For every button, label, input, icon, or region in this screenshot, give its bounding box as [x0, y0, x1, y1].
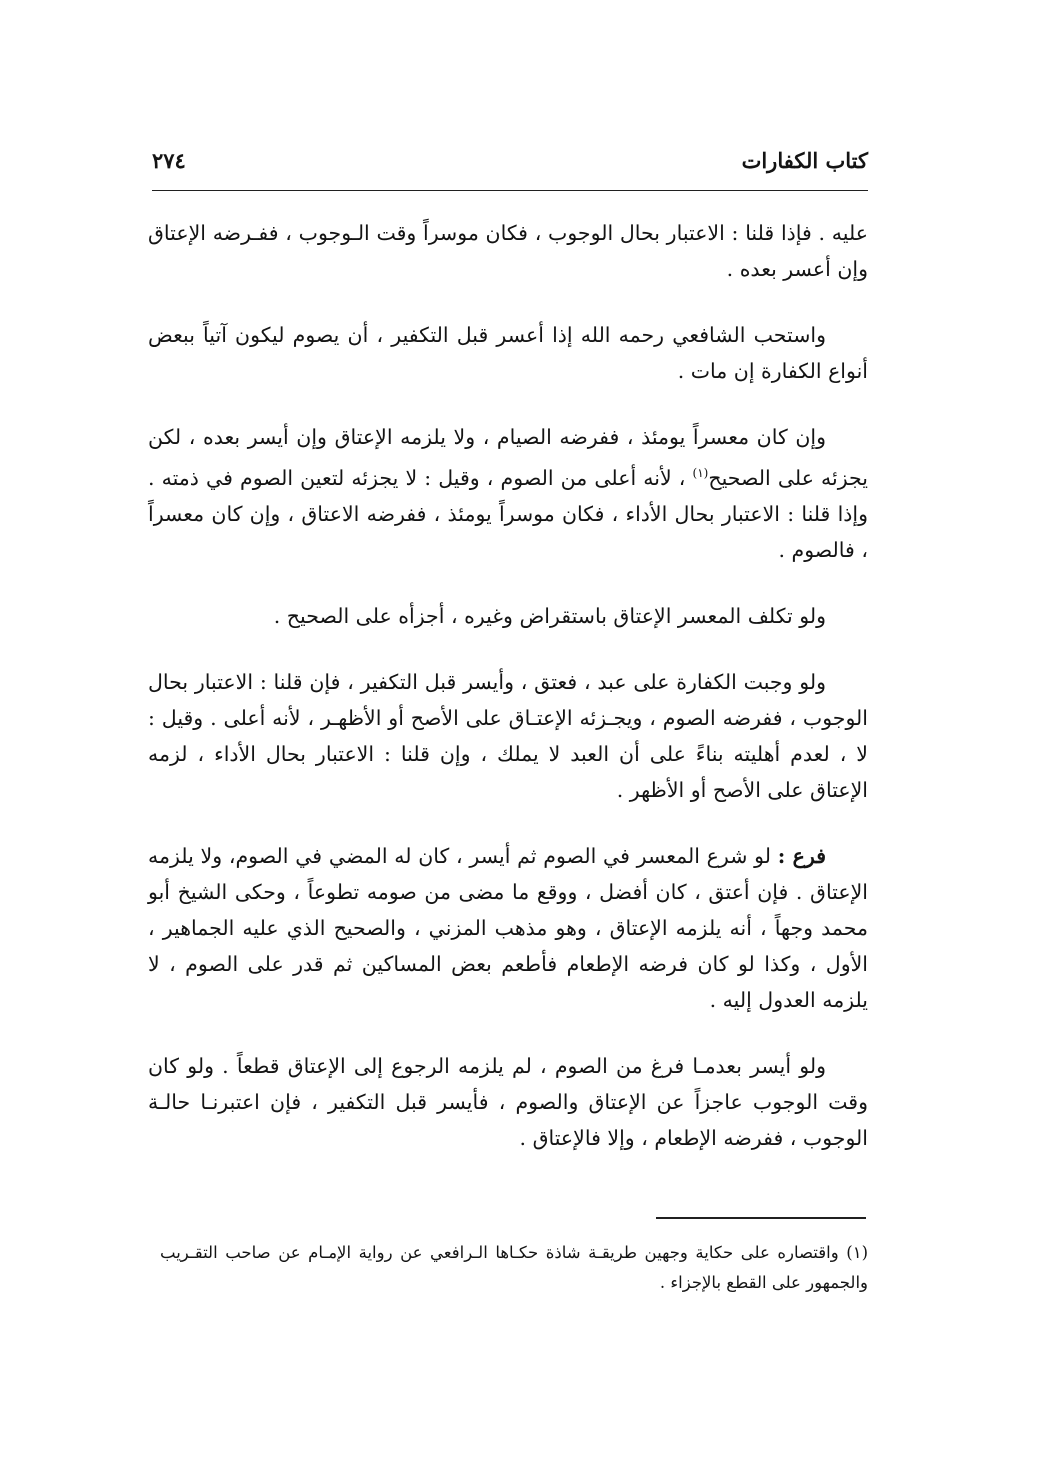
running-title: كتاب الكفارات: [741, 148, 868, 173]
main-text: [148, 215, 868, 1186]
paragraph-3-text-a: وإن كان معسراً يومئذ ، ففرضه الصيام ، ولا يلزمه الإعتاق وإن أيسر بعده ، لكن يجزئه على الصحيح: [148, 425, 868, 490]
paragraph-7: ولو أيسر بعدمـا فرغ من الصوم ، لم يلزمه الرجوع إلى الإعتاق قطعاً . ولو كان وقت الوجوب عاجزاً عن الإعتاق والصوم ، فأيسر قبل التكفير ، فإن اعتبرنـا حالـة الوجوب ، ففرضه الإطعام ، وإلا فالإعتاق .: [148, 1053, 868, 1150]
paragraph-6: [148, 838, 868, 1018]
footnote: (١) واقتصاره على حكاية وجهين طريقـة شاذة حكـاها الـرافعي عن رواية الإمـام عن صاحب التقـريب والجمهور على القطع بالإجزاء .: [160, 1243, 868, 1292]
footnote-divider: [656, 1217, 866, 1219]
header-divider: [152, 190, 868, 191]
footnote-reference: (١): [692, 466, 709, 480]
branch-label: فرع :: [777, 843, 826, 868]
paragraph-6-text: لو شرع المعسر في الصوم ثم أيسر ، كان له المضي في الصوم، ولا يلزمه الإعتاق . فإن أعتق ، كان أفضل ، ووقع ما مضى من صومه تطوعاً ، وحكى الشيخ أبو محمد وجهاً ، أنه يلزمه الإعتاق ، وهو مذهب المزني ، والصحيح الذي عليه الجماهير ، الأول ، وكذا لو كان فرضه الإطعام فأطعم بعض المساكين ثم قدر على الصوم ، لا يلزمه العدول إليه .: [148, 843, 868, 1012]
page-header: [152, 142, 868, 182]
paragraph-3-text-b: ، لأنه أعلى من الصوم ، وقيل : لا يجزئه لتعين الصوم في ذمته . وإذا قلنا : الاعتبار بحال الأداء ، فكان موسراً يومئذ ، ففرضه الاعتاق ، وإن كان معسراً ، فالصوم .: [148, 465, 868, 562]
paragraph-1: عليه . فإذا قلنا : الاعتبار بحال الوجوب ، فكان موسراً وقت الـوجوب ، ففـرضه الإعتاق وإن أعسر بعده .: [148, 221, 868, 281]
paragraph-5: ولو وجبت الكفارة على عبد ، فعتق ، وأيسر قبل التكفير ، فإن قلنا : الاعتبار بحال الوجوب ، ففرضه الصوم ، ويجـزئه الإعتـاق على الأصح أو الأظهـر ، لأنه أعلى . وقيل : لا ، لعدم أهليته بناءً على أن العبد لا يملك ، وإن قلنا : الاعتبار بحال الأداء ، لزمه الإعتاق على الأصح أو الأظهر .: [148, 669, 868, 802]
page-number: ٢٧٤: [152, 148, 186, 173]
paragraph-3: [148, 419, 868, 568]
paragraph-4: ولو تكلف المعسر الإعتاق باستقراض وغيره ، أجزأه على الصحيح .: [273, 603, 826, 628]
paragraph-2: واستحب الشافعي رحمه الله إذا أعسر قبل التكفير ، أن يصوم ليكون آتياً ببعض أنواع الكفارة إن مات .: [148, 323, 868, 383]
